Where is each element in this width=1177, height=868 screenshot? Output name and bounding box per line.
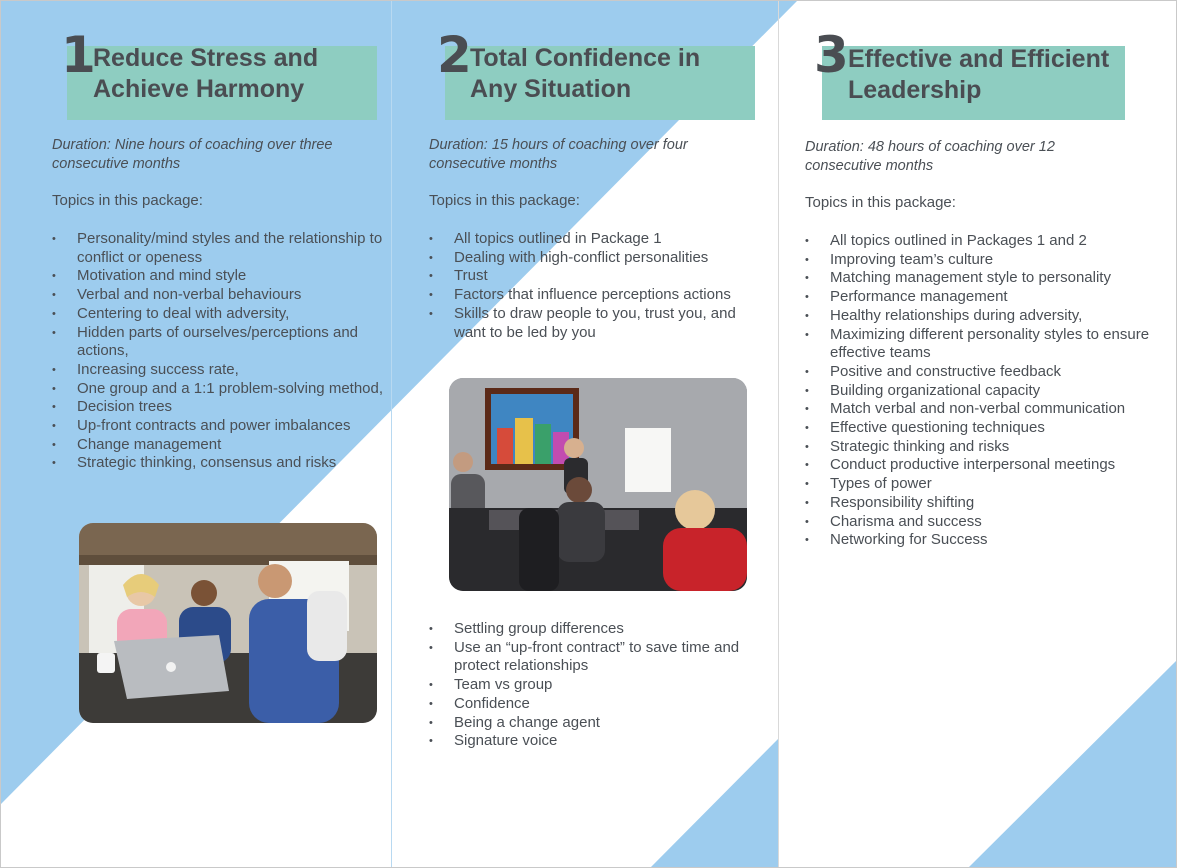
topic-list-item: • Strategic thinking, consensus and risks (52, 454, 387, 473)
topic-list-item: • Verbal and non-verbal behaviours (52, 286, 387, 305)
topic-list-item: • Decision trees (52, 398, 387, 417)
topic-list-item: • Settling group differences (429, 620, 764, 639)
topic-list-item: • Building organizational capacity (805, 382, 1150, 401)
topic-list-item: • Motivation and mind style (52, 267, 387, 286)
topic-list-item: • Effective questioning techniques (805, 419, 1150, 438)
topic-list-item: • All topics outlined in Package 1 (429, 230, 764, 249)
topic-list-item: • Confidence (429, 695, 764, 714)
topic-list-item: • Change management (52, 436, 387, 455)
topic-list-item: • Increasing success rate, (52, 361, 387, 380)
topic-list-item: • Maximizing different personality styles to ensure effective teams (805, 326, 1150, 363)
package-1-duration: Duration: Nine hours of coaching over three consecutive months (52, 137, 333, 172)
package-1-number: 1 (61, 26, 96, 84)
topic-list-item: • Improving team’s culture (805, 251, 1150, 270)
package-2-title-line1: Total Confidence in (470, 44, 701, 72)
package-2-panel (392, 0, 777, 868)
package-2-title-line2: Any Situation (470, 75, 632, 103)
topic-list-item: • Performance management (805, 288, 1150, 307)
topic-list-item: • Being a change agent (429, 714, 764, 733)
topic-list-item: • One group and a 1:1 problem-solving method, (52, 380, 387, 399)
package-3-duration: Duration: 48 hours of coaching over 12 consecutive months (805, 139, 1055, 174)
topic-list-item: • All topics outlined in Packages 1 and 2 (805, 232, 1150, 251)
package-2-number: 2 (437, 26, 472, 84)
topic-list-item: • Charisma and success (805, 513, 1150, 532)
topic-list-item: • Match verbal and non-verbal communication (805, 400, 1150, 419)
topic-list-item: • Skills to draw people to you, trust you, and want to be led by you (429, 305, 764, 342)
topic-list-item: • Networking for Success (805, 531, 1150, 550)
topic-list-item: • Matching management style to personality (805, 269, 1150, 288)
topic-list-item: • Strategic thinking and risks (805, 438, 1150, 457)
package-3-title (848, 44, 1109, 106)
package-2-topics-label: Topics in this package: (429, 192, 580, 209)
package-3-number: 3 (814, 26, 849, 84)
topic-list-item: • Team vs group (429, 676, 764, 695)
package-1-title-line2: Achieve Harmony (93, 75, 305, 103)
package-2-topics-list (429, 230, 764, 342)
package-1-title (93, 43, 318, 105)
package-3-title-line2: Leadership (848, 76, 982, 104)
package-2-title (470, 43, 700, 105)
boardroom-presentation-photo (449, 378, 747, 591)
package-3-panel (779, 0, 1177, 868)
topic-list-item: • Trust (429, 267, 764, 286)
package-2-more-topics-list (429, 620, 764, 751)
topic-list-item: • Factors that influence perceptions actions (429, 286, 764, 305)
team-meeting-laptop-photo (79, 523, 377, 723)
topic-list-item: • Personality/mind styles and the relationship to conflict or openess (52, 230, 387, 267)
topic-list-item: • Healthy relationships during adversity, (805, 307, 1150, 326)
topic-list-item: • Conduct productive interpersonal meetings (805, 456, 1150, 475)
package-2-duration: Duration: 15 hours of coaching over four consecutive months (429, 137, 688, 172)
package-3-topics-list (805, 232, 1150, 550)
package-1-topics-list (52, 230, 387, 473)
package-1-topics-label: Topics in this package: (52, 192, 203, 209)
topic-list-item: • Up-front contracts and power imbalances (52, 417, 387, 436)
topic-list-item: • Dealing with high-conflict personalities (429, 249, 764, 268)
package-1-title-line1: Reduce Stress and (93, 44, 319, 72)
topic-list-item: • Use an “up-front contract” to save time and protect relationships (429, 639, 764, 676)
package-1-panel (0, 0, 390, 868)
topic-list-item: • Hidden parts of ourselves/perceptions and actions, (52, 324, 387, 361)
topic-list-item: • Responsibility shifting (805, 494, 1150, 513)
topic-list-item: • Positive and constructive feedback (805, 363, 1150, 382)
topic-list-item: • Types of power (805, 475, 1150, 494)
package-3-title-line1: Effective and Efficient (848, 45, 1110, 73)
topic-list-item: • Signature voice (429, 732, 764, 751)
topic-list-item: • Centering to deal with adversity, (52, 305, 387, 324)
package-3-topics-label: Topics in this package: (805, 194, 956, 211)
